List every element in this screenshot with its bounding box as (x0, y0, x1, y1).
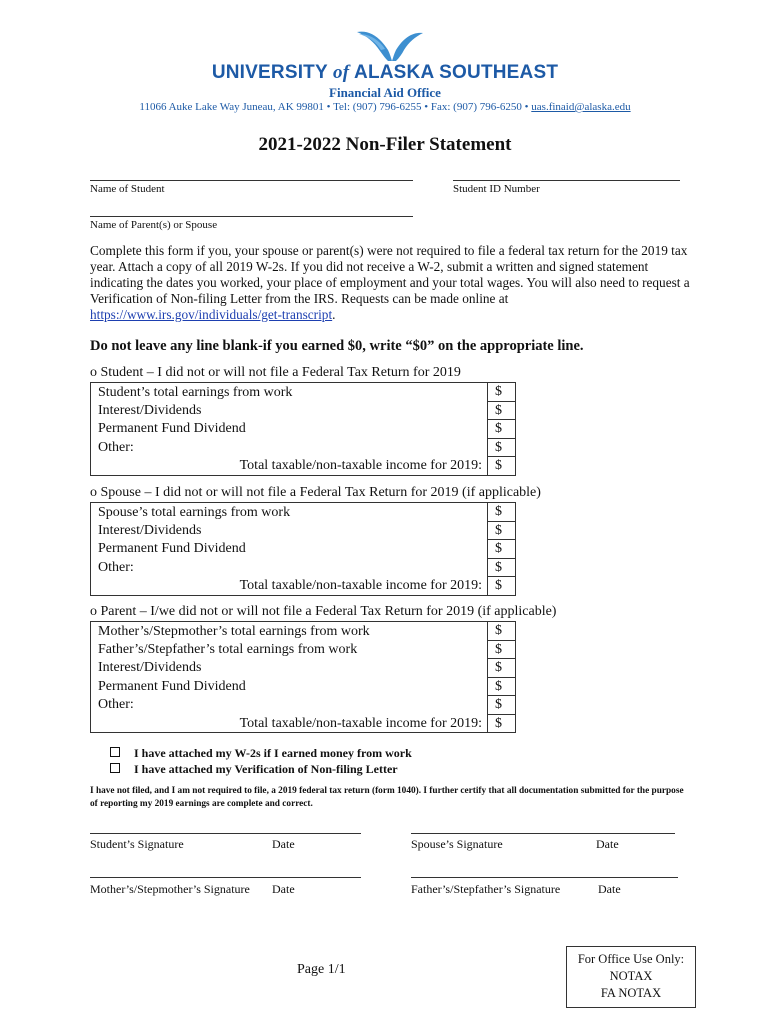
verification-checkbox[interactable] (110, 763, 120, 773)
w2-checkbox[interactable] (110, 747, 120, 757)
father-date-label: Date (598, 882, 621, 896)
mother-signature-label: Mother’s/Stepmother’s Signature (90, 882, 250, 896)
spouse-signature-line[interactable] (411, 833, 675, 834)
student-total-amount[interactable]: $ (488, 457, 516, 476)
email-link[interactable]: uas.finaid@alaska.edu (531, 101, 631, 113)
page-number: Page 1/1 (297, 962, 346, 977)
mother-signature-line[interactable] (90, 877, 361, 878)
student-income-table: Student’s total earnings from work $ Interest/Dividends $ Permanent Fund Dividend $ Other: $ Total taxable/non-taxable income for 2019: $ (90, 382, 516, 476)
office-use-box: For Office Use Only: NOTAX FA NOTAX (566, 946, 696, 1008)
parent-pfd-amount[interactable]: $ (488, 677, 516, 696)
spouse-interest-amount[interactable]: $ (488, 521, 516, 540)
parent-income-table: Mother’s/Stepmother’s total earnings from work $ Father’s/Stepfather’s total earnings from work $ Interest/Dividends $ Permanent Fund Dividend $ Other: $ Total taxable/non-taxable income for 2019: $ (90, 621, 516, 733)
student-signature-line[interactable] (90, 833, 361, 834)
spouse-income-table: Spouse’s total earnings from work $ Interest/Dividends $ Permanent Fund Dividend $ Other: $ Total taxable/non-taxable income for 2019: $ (90, 502, 516, 596)
student-section-heading: o Student – I did not or will not file a Federal Tax Return for 2019 (90, 365, 461, 380)
verification-checkbox-row[interactable]: I have attached my Verification of Non-filing Letter (110, 762, 398, 777)
parent-name-line[interactable] (90, 216, 413, 217)
spouse-section-heading: o Spouse – I did not or will not file a Federal Tax Return for 2019 (if applicable) (90, 485, 541, 500)
spouse-earnings-amount[interactable]: $ (488, 503, 516, 522)
student-name-label: Name of Student (90, 183, 165, 195)
student-signature-label: Student’s Signature (90, 837, 184, 851)
parent-interest-amount[interactable]: $ (488, 659, 516, 678)
mother-date-label: Date (272, 882, 295, 896)
parent-other-amount[interactable]: $ (488, 696, 516, 715)
office-name: Financial Aid Office (329, 85, 441, 100)
student-id-label: Student ID Number (453, 183, 540, 195)
father-earnings-amount[interactable]: $ (488, 640, 516, 659)
parent-name-label: Name of Parent(s) or Spouse (90, 219, 218, 231)
spouse-other-amount[interactable]: $ (488, 558, 516, 577)
spouse-pfd-amount[interactable]: $ (488, 540, 516, 559)
father-signature-label: Father’s/Stepfather’s Signature (411, 882, 561, 896)
parent-total-amount[interactable]: $ (488, 714, 516, 733)
irs-link[interactable]: https://www.irs.gov/individuals/get-transcript (90, 307, 333, 322)
certification-text: I have not filed, and I am not required to file, a 2019 federal tax return (form 1040). I further certify that all documentation submitted for the purpose of reporting my 2019 earnings are complete and correct. (90, 786, 684, 809)
form-title: 2021-2022 Non-Filer Statement (258, 134, 512, 155)
office-address: 11066 Auke Lake Way Juneau, AK 99801 • Tel: (907) 796-6255 • Fax: (907) 796-6250 • uas.finaid@alaska.edu (139, 101, 631, 113)
student-id-line[interactable] (453, 180, 680, 181)
spouse-total-amount[interactable]: $ (488, 577, 516, 596)
student-other-amount[interactable]: $ (488, 438, 516, 457)
student-interest-amount[interactable]: $ (488, 401, 516, 420)
university-name: UNIVERSITY of ALASKA SOUTHEAST (211, 62, 559, 83)
instructions: Complete this form if you, your spouse or parent(s) were not required to file a federal tax return for the 2019 tax year. Attach a copy of all 2019 W-2s. If you did not receive a W-2, submit a written and signed statement indicating the dates you worked, your place of employment and your total wages. You will also need to request a Verification of Non-filing Letter from the IRS. Requests can be made online at https://www.irs.gov/individuals/get-transcript. (90, 243, 690, 322)
student-pfd-amount[interactable]: $ (488, 420, 516, 439)
spouse-date-label: Date (596, 837, 619, 851)
parent-section-heading: o Parent – I/we did not or will not file a Federal Tax Return for 2019 (if applicable) (90, 604, 557, 619)
student-date-label: Date (272, 837, 295, 851)
student-name-line[interactable] (90, 180, 413, 181)
student-earnings-amount[interactable]: $ (488, 383, 516, 402)
mother-earnings-amount[interactable]: $ (488, 622, 516, 641)
w2-checkbox-row[interactable]: I have attached my W-2s if I earned money from work (110, 746, 412, 761)
whale-tail-logo (355, 28, 425, 62)
warning-text: Do not leave any line blank-if you earned $0, write “$0” on the appropriate line. (90, 338, 584, 354)
father-signature-line[interactable] (411, 877, 678, 878)
spouse-signature-label: Spouse’s Signature (411, 837, 503, 851)
